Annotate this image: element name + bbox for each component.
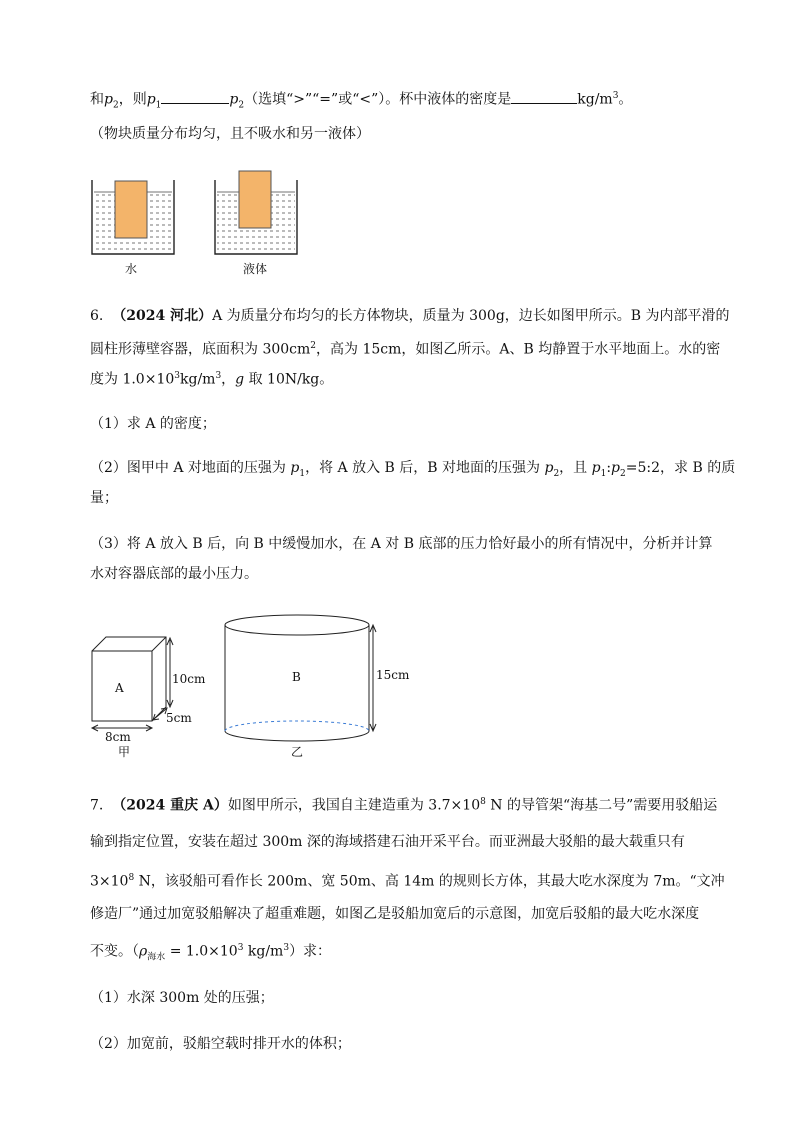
q6-line3: 度为 $1.0\times 10^3kg/m^3$，g 取 10N/kg。 (90, 371, 334, 388)
figure-jia-box-a (92, 637, 173, 731)
q7-line5: 不变。（$\rho_{海水} = 1.0\times 10^3$ $kg/m^3$）求： (90, 943, 332, 963)
caption-water: 水 (125, 262, 138, 276)
box-a-width-label: 8cm (105, 730, 131, 744)
q6-line1: 6. （2024 河北）A 为质量分布均匀的长方体物块，质量为 300g，边长如图甲所示。B 为内部平滑的 (90, 308, 730, 324)
cylinder-b-height-label: 15cm (376, 668, 410, 682)
caption-yi: 乙 (291, 745, 304, 759)
q7-line4: 修造厂”通过加宽驳船解决了超重难题，如图乙是驳船加宽后的示意图，加宽后驳船的最大吃水深度 (90, 906, 700, 922)
q6-line2: 圆柱形薄壁容器，底面积为 $300cm^2$，高为 15cm，如图乙所示。A、B 均静置于水平地面上。水的密 (90, 341, 721, 358)
cylinder-b-label: B (292, 670, 301, 684)
box-a-depth-label: 5cm (166, 711, 192, 725)
q7-sub1: （1）水深 300m 处的压强； (90, 990, 274, 1006)
q6-sub3: （3）将 A 放入 B 后，向 B 中缓慢加水，在 A 对 B 底部的压力恰好最小的所有情况中，分析并计算 (90, 536, 713, 552)
box-a-height-label: 10cm (172, 672, 206, 686)
q7-line2: 输到指定位置，安装在超过 300m 深的海域搭建石油开采平台。而亚洲最大驳船的最大载重只有 (90, 834, 685, 850)
q6-sub1: （1）求 A 的密度； (90, 416, 216, 432)
q7-sub2: （2）加宽前，驳船空载时排开水的体积； (90, 1036, 351, 1052)
q6-sub3-cont: 水对容器底部的最小压力。 (90, 566, 258, 582)
q7-line1: 7. （2024 重庆 A）如图甲所示，我国自主建造重为 $3.7\times 10^8$ N 的导管架“海基二号”需要用驳船运 (90, 797, 718, 814)
q5-note: （物块质量分布均匀，且不吸水和另一液体） (90, 126, 370, 142)
q7-line3: $3\times 10^8$ N，该驳船可看作长 200m、宽 50m、高 14m 的规则长方体，其最大吃水深度为 7m。“文冲 (90, 873, 725, 890)
caption-jia: 甲 (118, 745, 131, 759)
q6-sub2-cont: 量； (90, 490, 118, 506)
q5-line1: 和$p_2$，则$p_1$ $p_2$（选填“>”“=”或“<”）。杯中液体的密度是 $kg/m^3$。 (90, 86, 632, 115)
caption-liquid: 液体 (243, 262, 268, 276)
box-a-label: A (115, 681, 124, 695)
q6-sub2: （2）图甲中 A 对地面的压强为 $p_1$，将 A 放入 B 后，B 对地面的压强为 $p_2$，且 $p_1:p_2=5:2$，求 B 的质 (90, 460, 736, 479)
